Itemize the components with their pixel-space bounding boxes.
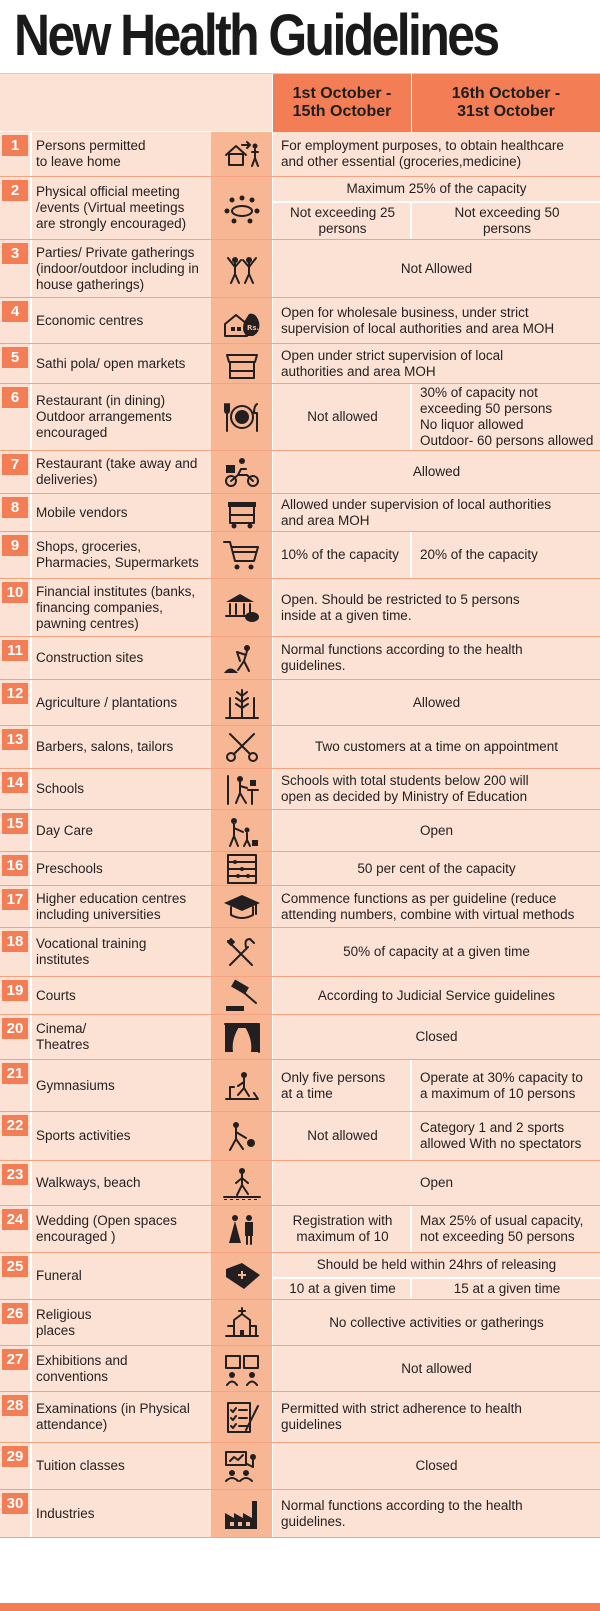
guideline-period-1-value: Only five persons at a time: [272, 1060, 412, 1111]
guideline-value: Normal functions according to the health guidelines.: [272, 637, 600, 679]
table-row: [0, 579, 600, 637]
activity-label: Day Care: [36, 822, 94, 838]
row-number-cell: [0, 1060, 30, 1111]
row-number: 19: [2, 980, 28, 1001]
row-number: 6: [2, 387, 28, 408]
guideline-common-value: Maximum 25% of the capacity: [272, 177, 600, 201]
icon-cell: [211, 680, 272, 725]
row-number: 10: [2, 582, 28, 603]
guideline-value: According to Judicial Service guidelines: [272, 977, 600, 1014]
factory-icon: [222, 1497, 262, 1531]
guidelines-table: [0, 73, 600, 1538]
row-number-cell: [0, 726, 30, 768]
guideline-period-2-value: 20% of the capacity: [412, 532, 600, 578]
table-row: [0, 344, 600, 384]
activity-cell: [30, 1112, 211, 1160]
table-row: [0, 1392, 600, 1443]
activity-cell: [30, 384, 211, 450]
guideline-value: Not Allowed: [272, 240, 600, 297]
icon-cell: [211, 928, 272, 976]
theatre-curtain-icon: [222, 1020, 262, 1054]
row-number: 21: [2, 1063, 28, 1084]
icon-cell: [211, 810, 272, 851]
icon-cell: [211, 977, 272, 1014]
abacus-icon: [222, 852, 262, 886]
row-number-cell: [0, 1161, 30, 1205]
guideline-period-1-value: Not allowed: [272, 384, 412, 450]
table-row: [0, 810, 600, 852]
row-number-cell: [0, 637, 30, 679]
activity-cell: [30, 298, 211, 343]
page-title: New Health Guidelines: [14, 3, 498, 68]
basketball-player-icon: [222, 1119, 262, 1153]
icon-cell: [211, 240, 272, 297]
activity-label: Religious places: [36, 1306, 92, 1338]
icon-cell: [211, 451, 272, 493]
activity-label: Preschools: [36, 860, 103, 876]
table-row: [0, 298, 600, 344]
row-number: 1: [2, 135, 28, 156]
row-number-cell: [0, 532, 30, 578]
table-row: [0, 240, 600, 298]
activity-cell: [30, 810, 211, 851]
guideline-value: Open. Should be restricted to 5 persons inside at a given time.: [272, 579, 600, 636]
activity-cell: [30, 579, 211, 636]
table-row: [0, 1443, 600, 1490]
guideline-value: Not allowed: [272, 1346, 600, 1391]
row-number-cell: [0, 769, 30, 809]
activity-label: Parties/ Private gatherings (indoor/outdoor including in house gatherings): [36, 244, 199, 292]
activity-label: Restaurant (take away and deliveries): [36, 456, 198, 487]
activity-cell: [30, 1490, 211, 1537]
icon-cell: [211, 579, 272, 636]
guideline-value: Permitted with strict adherence to health guidelines: [272, 1392, 600, 1442]
activity-cell: [30, 344, 211, 383]
guideline-value: Open: [272, 1161, 600, 1205]
table-row: [0, 451, 600, 494]
activity-label: Sathi pola/ open markets: [36, 355, 186, 371]
walking-icon: [222, 1166, 262, 1200]
activity-label: Industries: [36, 1505, 95, 1521]
table-row: [0, 886, 600, 928]
table-row: [0, 1300, 600, 1346]
table-row: [0, 637, 600, 680]
activity-cell: [30, 1443, 211, 1489]
activity-cell: [30, 451, 211, 493]
table-header: [0, 74, 600, 132]
activity-cell: [30, 1161, 211, 1205]
row-number: 23: [2, 1164, 28, 1185]
activity-label: Funeral: [36, 1268, 82, 1283]
table-row: [0, 132, 600, 177]
row-number: 13: [2, 729, 28, 750]
vendor-cart-icon: [222, 496, 262, 530]
guideline-value: Allowed under supervision of local authorities and area MOH: [272, 494, 600, 531]
guideline-value: For employment purposes, to obtain healthcare and other essential (groceries,medicine): [272, 132, 600, 176]
footer-bar: [0, 1603, 600, 1611]
activity-cell: [30, 726, 211, 768]
guideline-value: Two customers at a time on appointment: [272, 726, 600, 768]
activity-label: Courts: [36, 987, 76, 1003]
row-number: 7: [2, 454, 28, 475]
icon-cell: [211, 1443, 272, 1489]
activity-cell: [30, 1392, 211, 1442]
icon-cell: [211, 769, 272, 809]
leave-home-icon: [222, 137, 262, 171]
activity-cell: [30, 132, 211, 176]
meeting-icon: [222, 191, 262, 225]
activity-label: Restaurant (in dining) Outdoor arrangements encouraged: [36, 393, 172, 440]
row-number-cell: [0, 1015, 30, 1059]
activity-cell: [30, 1253, 211, 1299]
market-stall-icon: [222, 347, 262, 381]
activity-cell: [30, 769, 211, 809]
activity-cell: [30, 1060, 211, 1111]
activity-cell: [30, 637, 211, 679]
activity-label: Vocational training institutes: [36, 936, 147, 967]
activity-cell: [30, 977, 211, 1014]
header-period-2: 16th October - 31st October: [412, 74, 600, 132]
row-number-cell: [0, 928, 30, 976]
row-number-cell: [0, 240, 30, 297]
row-number: 8: [2, 497, 28, 518]
table-row: [0, 1253, 600, 1300]
guideline-value: Open for wholesale business, under strict supervision of local authorities and area MOH: [272, 298, 600, 343]
icon-cell: [211, 886, 272, 927]
activity-cell: [30, 1300, 211, 1345]
guideline-period-2-value: 15 at a given time: [412, 1277, 600, 1299]
row-number: 4: [2, 301, 28, 322]
guideline-period-2-value: Not exceeding 50 persons: [412, 201, 600, 239]
row-number-cell: [0, 1392, 30, 1442]
icon-cell: [211, 384, 272, 450]
guideline-value: Allowed: [272, 680, 600, 725]
party-icon: [222, 252, 262, 286]
guideline-value: 50% of capacity at a given time: [272, 928, 600, 976]
table-row: [0, 852, 600, 886]
row-number: 20: [2, 1018, 28, 1039]
row-number-cell: [0, 451, 30, 493]
guideline-period-2-value: Max 25% of usual capacity, not exceeding 50 persons: [412, 1206, 600, 1252]
row-number-cell: [0, 132, 30, 176]
row-number: 18: [2, 931, 28, 952]
table-row: [0, 1206, 600, 1253]
activity-cell: [30, 1346, 211, 1391]
icon-cell: [211, 494, 272, 531]
scissors-icon: [222, 730, 262, 764]
guideline-period-1-value: Not allowed: [272, 1112, 412, 1160]
gavel-icon: [222, 979, 262, 1013]
church-icon: [222, 1306, 262, 1340]
classroom-icon: [222, 1449, 262, 1483]
activity-cell: [30, 494, 211, 531]
row-number: 12: [2, 683, 28, 704]
economic-centre-icon: [222, 304, 262, 338]
table-row: [0, 680, 600, 726]
activity-label: Persons permitted to leave home: [36, 138, 146, 169]
activity-cell: [30, 680, 211, 725]
guideline-period-2-value: 30% of capacity not exceeding 50 persons No liquor allowed Outdoor- 60 persons allowed: [412, 384, 600, 450]
guideline-period-1-value: Registration with maximum of 10: [272, 1206, 412, 1252]
activity-cell: [30, 240, 211, 297]
table-row: [0, 977, 600, 1015]
row-number: 5: [2, 347, 28, 368]
activity-cell: [30, 886, 211, 927]
activity-label: Exhibitions and conventions: [36, 1352, 128, 1384]
shopping-cart-icon: [222, 538, 262, 572]
row-number: 9: [2, 535, 28, 556]
header-period-1: 1st October - 15th October: [272, 74, 412, 132]
dining-icon: [222, 400, 262, 434]
table-row: [0, 1015, 600, 1060]
table-row: [0, 1490, 600, 1538]
activity-label: Financial institutes (banks, financing companies, pawning centres): [36, 583, 196, 631]
row-number-cell: [0, 579, 30, 636]
icon-cell: [211, 1060, 272, 1111]
school-desk-icon: [222, 772, 262, 806]
row-number-cell: [0, 494, 30, 531]
activity-label: Tuition classes: [36, 1458, 125, 1473]
activity-label: Physical official meeting /events (Virtual meetings are strongly encouraged): [36, 184, 187, 231]
exam-checklist-icon: [222, 1400, 262, 1434]
table-row: [0, 494, 600, 532]
table-row: [0, 532, 600, 579]
row-number-cell: [0, 810, 30, 851]
wedding-couple-icon: [222, 1212, 262, 1246]
icon-cell: [211, 726, 272, 768]
table-row: [0, 928, 600, 977]
row-number: 16: [2, 855, 28, 876]
row-number-cell: [0, 1206, 30, 1252]
guideline-period-2-value: Category 1 and 2 sports allowed With no spectators: [412, 1112, 600, 1160]
activity-label: Examinations (in Physical attendance): [36, 1401, 190, 1432]
guideline-period-1-value: 10 at a given time: [272, 1277, 412, 1299]
activity-cell: [30, 1015, 211, 1059]
activity-cell: [30, 532, 211, 578]
row-number: 28: [2, 1395, 28, 1416]
row-number: 3: [2, 243, 28, 264]
row-number: 11: [2, 640, 28, 661]
row-number: 29: [2, 1446, 28, 1467]
icon-cell: [211, 344, 272, 383]
guideline-value: 50 per cent of the capacity: [272, 852, 600, 885]
table-row: [0, 384, 600, 451]
row-number-cell: [0, 977, 30, 1014]
row-number-cell: [0, 680, 30, 725]
guideline-period-1-value: Not exceeding 25 persons: [272, 201, 412, 239]
icon-cell: [211, 132, 272, 176]
row-number-cell: [0, 344, 30, 383]
icon-cell: [211, 1253, 272, 1299]
row-number: 17: [2, 889, 28, 910]
day-care-icon: [222, 814, 262, 848]
icon-cell: [211, 1300, 272, 1345]
row-number-cell: [0, 886, 30, 927]
row-number-cell: [0, 384, 30, 450]
icon-cell: [211, 177, 272, 239]
activity-label: Barbers, salons, tailors: [36, 739, 174, 754]
table-row: [0, 1346, 600, 1392]
row-number-cell: [0, 1443, 30, 1489]
row-number-cell: [0, 1346, 30, 1391]
row-number: 24: [2, 1209, 28, 1230]
activity-cell: [30, 177, 211, 239]
guideline-common-value: Should be held within 24hrs of releasing: [272, 1253, 600, 1277]
activity-label: Shops, groceries, Pharmacies, Supermarkets: [36, 539, 199, 570]
plant-icon: [222, 686, 262, 720]
icon-cell: [211, 852, 272, 885]
coffin-icon: [222, 1259, 262, 1293]
activity-label: Higher education centres including universities: [36, 890, 187, 922]
icon-cell: [211, 1490, 272, 1537]
activity-cell: [30, 852, 211, 885]
guideline-period-2-value: Operate at 30% capacity to a maximum of 10 persons: [412, 1060, 600, 1111]
bank-icon: [222, 591, 262, 625]
guideline-value: Schools with total students below 200 will open as decided by Ministry of Education: [272, 769, 600, 809]
row-number-cell: [0, 1112, 30, 1160]
guideline-value: Closed: [272, 1443, 600, 1489]
guideline-value: Normal functions according to the health guidelines.: [272, 1490, 600, 1537]
row-number-cell: [0, 1490, 30, 1537]
table-row: [0, 1161, 600, 1206]
row-number-cell: [0, 852, 30, 885]
activity-label: Cinema/ Theatres: [36, 1021, 90, 1052]
table-row: [0, 1060, 600, 1112]
row-number: 30: [2, 1493, 28, 1514]
row-number: 22: [2, 1115, 28, 1136]
row-number-cell: [0, 1253, 30, 1299]
activity-label: Gymnasiums: [36, 1077, 115, 1093]
guideline-value: Allowed: [272, 451, 600, 493]
activity-label: Economic centres: [36, 312, 144, 328]
row-number-cell: [0, 177, 30, 239]
table-row: [0, 177, 600, 240]
activity-label: Sports activities: [36, 1128, 131, 1143]
icon-cell: [211, 1015, 272, 1059]
svg-text:Rs.: Rs.: [246, 323, 259, 332]
icon-cell: [211, 637, 272, 679]
activity-label: Schools: [36, 781, 85, 796]
tools-icon: [222, 935, 262, 969]
activity-cell: [30, 1206, 211, 1252]
activity-label: Walkways, beach: [36, 1175, 141, 1190]
guideline-value: Open under strict supervision of local authorities and area MOH: [272, 344, 600, 383]
activity-label: Construction sites: [36, 650, 144, 665]
row-number: 26: [2, 1303, 28, 1324]
icon-cell: [211, 1161, 272, 1205]
row-number-cell: [0, 1300, 30, 1345]
row-number: 27: [2, 1349, 28, 1370]
graduation-cap-icon: [222, 890, 262, 924]
table-row: [0, 1112, 600, 1161]
activity-label: Mobile vendors: [36, 504, 128, 520]
row-number: 14: [2, 772, 28, 793]
guideline-value: Open: [272, 810, 600, 851]
exhibition-icon: [222, 1352, 262, 1386]
activity-label: Agriculture / plantations: [36, 694, 178, 710]
row-number-cell: [0, 298, 30, 343]
guideline-value: No collective activities or gatherings: [272, 1300, 600, 1345]
activity-label: Wedding (Open spaces encouraged ): [36, 1213, 177, 1244]
icon-cell: [211, 298, 272, 343]
icon-cell: [211, 1392, 272, 1442]
icon-cell: [211, 1346, 272, 1391]
row-number: 2: [2, 180, 28, 201]
treadmill-icon: [222, 1069, 262, 1103]
construction-icon: [222, 641, 262, 675]
guideline-period-1-value: 10% of the capacity: [272, 532, 412, 578]
icon-cell: [211, 532, 272, 578]
guideline-value: Closed: [272, 1015, 600, 1059]
row-number: 25: [2, 1256, 28, 1277]
table-row: [0, 726, 600, 769]
delivery-icon: [222, 455, 262, 489]
icon-cell: [211, 1206, 272, 1252]
guideline-value: Commence functions as per guideline (reduce attending numbers, combine with virtual methods: [272, 886, 600, 927]
table-row: [0, 769, 600, 810]
row-number: 15: [2, 813, 28, 834]
icon-cell: [211, 1112, 272, 1160]
activity-cell: [30, 928, 211, 976]
